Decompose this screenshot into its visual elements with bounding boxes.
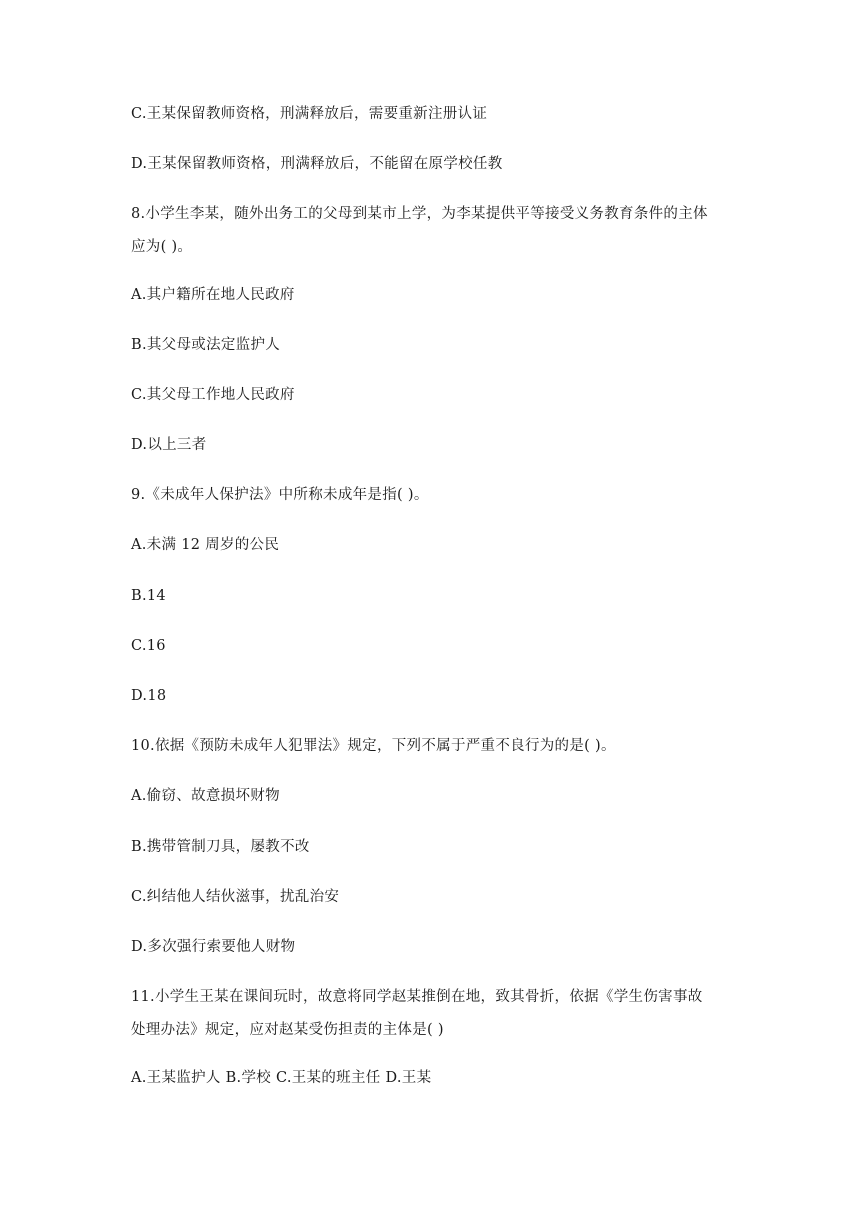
q11-stem-line1: 11.小学生王某在课间玩时，故意将同学赵某推倒在地，致其骨折，依据《学生伤害事故 [131, 989, 703, 1005]
q9-option-b: B.14 [131, 588, 166, 604]
q10-option-d: D.多次强行索要他人财物 [131, 939, 296, 955]
q9-option-c: C.16 [131, 638, 166, 654]
q10-stem: 10.依据《预防未成年人犯罪法》规定，下列不属于严重不良行为的是( )。 [131, 738, 616, 754]
q8-option-c: C.其父母工作地人民政府 [131, 387, 295, 403]
q9-option-d: D.18 [131, 688, 167, 704]
q9-stem: 9.《未成年人保护法》中所称未成年是指( )。 [131, 487, 429, 503]
q10-option-b: B.携带管制刀具，屡教不改 [131, 839, 310, 855]
q10-option-a: A.偷窃、故意损坏财物 [131, 788, 280, 804]
q11-stem-line2: 处理办法》规定，应对赵某受伤担责的主体是( ) [131, 1022, 444, 1038]
q10-option-c: C.纠结他人结伙滋事，扰乱治安 [131, 889, 340, 905]
q11-options: A.王某监护人 B.学校 C.王某的班主任 D.王某 [131, 1070, 432, 1086]
q9-option-a: A.未满 12 周岁的公民 [131, 537, 280, 553]
q8-option-a: A.其户籍所在地人民政府 [131, 287, 295, 303]
q8-option-b: B.其父母或法定监护人 [131, 337, 281, 353]
q8-stem-line1: 8.小学生李某，随外出务工的父母到某市上学，为李某提供平等接受义务教育条件的主体 [131, 206, 708, 222]
q8-stem-line2: 应为( )。 [131, 239, 193, 255]
q7-option-d: D.王某保留教师资格，刑满释放后，不能留在原学校任教 [131, 156, 503, 172]
q7-option-c: C.王某保留教师资格，刑满释放后，需要重新注册认证 [131, 106, 488, 122]
q8-option-d: D.以上三者 [131, 437, 207, 453]
